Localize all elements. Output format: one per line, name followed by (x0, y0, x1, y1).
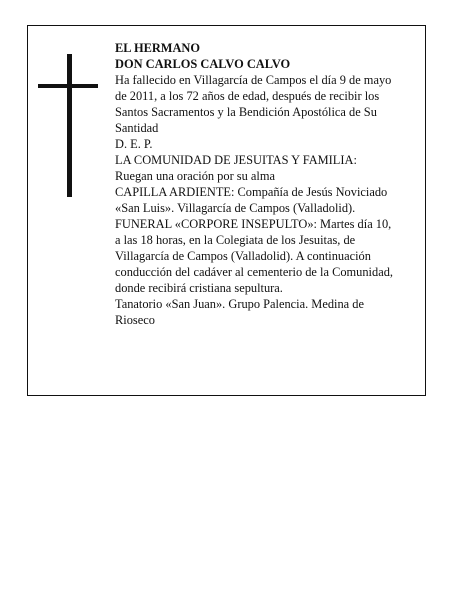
chapel-line: CAPILLA ARDIENTE: Compañía de Jesús Noviciado (115, 185, 388, 199)
obituary-text (115, 40, 421, 328)
funeral-line: donde recibirá cristiana sepultura. (115, 281, 283, 295)
notice-heading: EL HERMANO (115, 41, 201, 55)
cross-icon-crossbar (38, 84, 98, 88)
funeral-line: FUNERAL «CORPORE INSEPULTO»: Martes día 10, (115, 217, 392, 231)
prayer-request-line: Ruegan una oración por su alma (115, 169, 275, 183)
deceased-name: DON CARLOS CALVO CALVO (115, 57, 291, 71)
funeral-line: Villagarcía de Campos (Valladolid). A continuación (115, 249, 371, 263)
death-announcement-line: Ha fallecido en Villagarcía de Campos el día 9 de mayo (115, 73, 392, 87)
death-announcement-line: de 2011, a los 72 años de edad, después de recibir los (115, 89, 380, 103)
death-announcement-line: Santos Sacramentos y la Bendición Apostólica de Su (115, 105, 377, 119)
rip-line: D. E. P. (115, 137, 153, 151)
funeral-home-line: Rioseco (115, 313, 155, 327)
funeral-line: conducción del cadáver al cementerio de la Comunidad, (115, 265, 393, 279)
funeral-line: a las 18 horas, en la Colegiata de los Jesuitas, de (115, 233, 356, 247)
funeral-home-line: Tanatorio «San Juan». Grupo Palencia. Medina de (115, 297, 364, 311)
death-announcement-line: Santidad (115, 121, 159, 135)
chapel-line: «San Luis». Villagarcía de Campos (Valladolid). (115, 201, 356, 215)
community-line: LA COMUNIDAD DE JESUITAS Y FAMILIA: (115, 153, 357, 167)
cross-icon (67, 54, 72, 197)
obituary-notice (27, 25, 426, 396)
